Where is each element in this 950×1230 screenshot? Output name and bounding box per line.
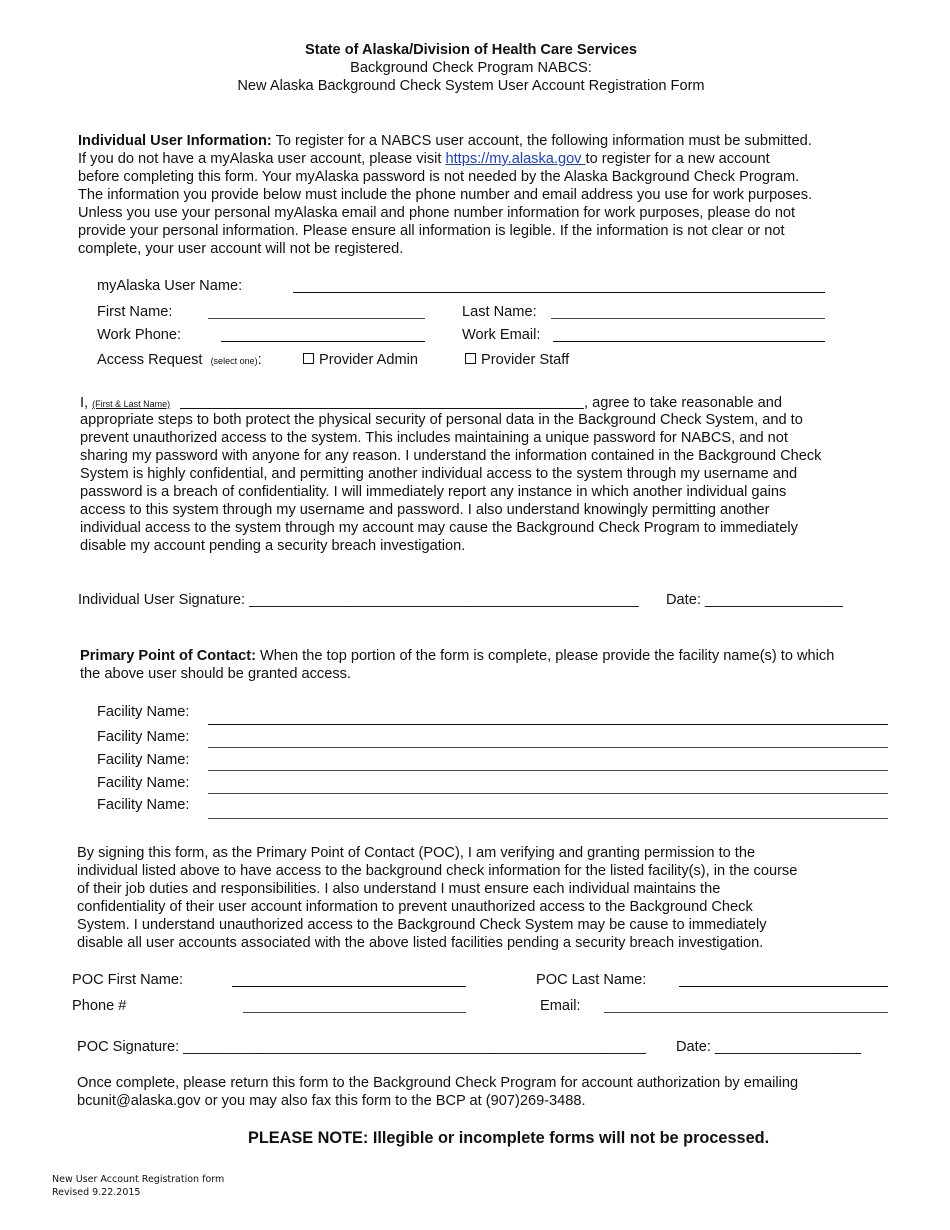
select-one-hint: (select one) [210, 356, 258, 366]
poc-statement-text: disable all user accounts associated with the above listed facilities pending a security breach investigation. [77, 935, 764, 951]
agreement-text: System is highly confidential, and permitting another individual access to the system through my username and [80, 466, 798, 482]
username-label: myAlaska User Name: [97, 278, 243, 294]
agreement-text: individual access to the system through my account may cause the Background Check Program to immediately [80, 520, 798, 536]
poc-last-name-label: POC Last Name: [536, 972, 647, 988]
poc-statement-text: individual listed above to have access to the background check information for the listed facility(s), in the course [77, 863, 798, 879]
colon: : [257, 352, 262, 368]
facility-name-field[interactable] [208, 818, 888, 819]
facility-name-field[interactable] [208, 747, 888, 748]
agreement-text: , agree to take reasonable and [584, 395, 782, 411]
agreement-i-text: I, [80, 395, 89, 411]
provider-admin-option[interactable] [303, 351, 418, 369]
intro-paragraph [78, 132, 812, 258]
work-email-field[interactable] [553, 341, 825, 342]
facility-name-field[interactable] [208, 770, 888, 771]
poc-statement [77, 844, 797, 952]
poc-first-name-field[interactable] [232, 986, 466, 987]
return-text: Once complete, please return this form to the Background Check Program for account authorization by emailing [77, 1075, 799, 1091]
form-subtitle-2: New Alaska Background Check System User Account Registration Form [237, 78, 705, 94]
provider-staff-option[interactable] [465, 351, 569, 369]
name-hint: (First & Last Name) [92, 399, 171, 409]
return-instructions [77, 1074, 798, 1110]
facility-name-label: Facility Name: [97, 752, 190, 768]
access-request-label [97, 351, 262, 370]
facility-name-field[interactable] [208, 724, 888, 725]
agreement-paragraph [80, 411, 821, 555]
agreement-text: appropriate steps to both protect the physical security of personal data in the Background Check System, and to [80, 412, 803, 428]
myalaska-link[interactable]: https://my.alaska.gov [445, 151, 586, 167]
form-subtitle: Background Check Program NABCS: [350, 60, 592, 76]
intro-text: before completing this form. Your myAlaska password is not needed by the Alaska Background Check Program. [78, 169, 800, 185]
intro-text: complete, your user account will not be registered. [78, 241, 404, 257]
footer-form-name: New User Account Registration form [52, 1174, 225, 1185]
intro-text: The information you provide below must include the phone number and email address you use for work purposes. [78, 187, 813, 203]
intro-text: to register for a new account [585, 151, 770, 167]
work-email-label: Work Email: [462, 327, 541, 343]
poc-intro-text: the above user should be granted access. [80, 666, 351, 682]
user-signature-field[interactable]: Individual User Signature: ________________________________________________ [78, 592, 639, 608]
first-name-field[interactable] [208, 318, 425, 319]
poc-statement-text: confidentiality of their user account information to prevent unauthorized access to the Background Check [77, 899, 753, 915]
agreement-name-field[interactable] [180, 408, 584, 409]
access-request-text: Access Request [97, 352, 203, 368]
agreement-text: sharing my password with anyone for any reason. I understand the information contained in the Background Check [80, 448, 822, 464]
poc-date-field[interactable]: Date: __________________ [676, 1039, 862, 1055]
poc-signature-field[interactable]: POC Signature: _________________________________________________________ [77, 1039, 646, 1055]
poc-heading: Primary Point of Contact: [80, 648, 256, 664]
facility-name-label: Facility Name: [97, 704, 190, 720]
poc-phone-field[interactable] [243, 1012, 466, 1013]
intro-heading: Individual User Information: [78, 133, 272, 149]
agreement-text: prevent unauthorized access to the system. This includes maintaining a unique password for NABCS, and not [80, 430, 788, 446]
facility-name-field[interactable] [208, 793, 888, 794]
first-name-label: First Name: [97, 304, 173, 320]
facility-name-label: Facility Name: [97, 775, 190, 791]
poc-statement-text: System. I understand unauthorized access to the Background Check System may be cause to immediately [77, 917, 767, 933]
poc-intro-text: When the top portion of the form is complete, please provide the facility name(s) to which [255, 648, 835, 664]
poc-email-field[interactable] [604, 1012, 888, 1013]
intro-text: If you do not have a myAlaska user account, please visit [78, 151, 446, 167]
work-phone-label: Work Phone: [97, 327, 182, 343]
poc-last-name-field[interactable] [679, 986, 888, 987]
return-text: bcunit@alaska.gov or you may also fax this form to the BCP at (907)269-3488. [77, 1093, 586, 1109]
provider-staff-label: Provider Staff [481, 352, 570, 368]
form-title: State of Alaska/Division of Health Care Services [304, 42, 637, 58]
agreement-text: disable my account pending a security breach investigation. [80, 538, 466, 554]
please-note: PLEASE NOTE: Illegible or incomplete forms will not be processed. [248, 1129, 770, 1147]
username-field[interactable] [293, 292, 825, 293]
agreement-text: password is a breach of confidentiality. I will immediately report any instance in which another individual gains [80, 484, 787, 500]
poc-phone-label: Phone # [72, 998, 127, 1014]
checkbox-icon[interactable] [465, 353, 476, 364]
intro-text: Unless you use your personal myAlaska email and phone number information for work purposes, please do not [78, 205, 796, 221]
last-name-label: Last Name: [462, 304, 537, 320]
intro-text: To register for a NABCS user account, the following information must be submitted. [271, 133, 812, 149]
poc-first-name-label: POC First Name: [72, 972, 184, 988]
user-date-field[interactable]: Date: _________________ [666, 592, 843, 608]
facility-name-label: Facility Name: [97, 729, 190, 745]
work-phone-field[interactable] [221, 341, 425, 342]
footer-revised: Revised 9.22.2015 [52, 1187, 141, 1198]
agreement-text: access to this system through my username and password. I also understand knowingly permitting another [80, 502, 770, 518]
poc-statement-text: By signing this form, as the Primary Point of Contact (POC), I am verifying and granting permission to the [77, 845, 756, 861]
intro-text: provide your personal information. Please ensure all information is legible. If the information is not clear or not [78, 223, 785, 239]
checkbox-icon[interactable] [303, 353, 314, 364]
facility-name-label: Facility Name: [97, 797, 190, 813]
poc-statement-text: of their job duties and responsibilities. I also understand I must ensure each individual maintains the [77, 881, 721, 897]
provider-admin-label: Provider Admin [319, 352, 418, 368]
poc-email-label: Email: [540, 998, 581, 1014]
last-name-field[interactable] [551, 318, 825, 319]
poc-intro [80, 647, 834, 683]
